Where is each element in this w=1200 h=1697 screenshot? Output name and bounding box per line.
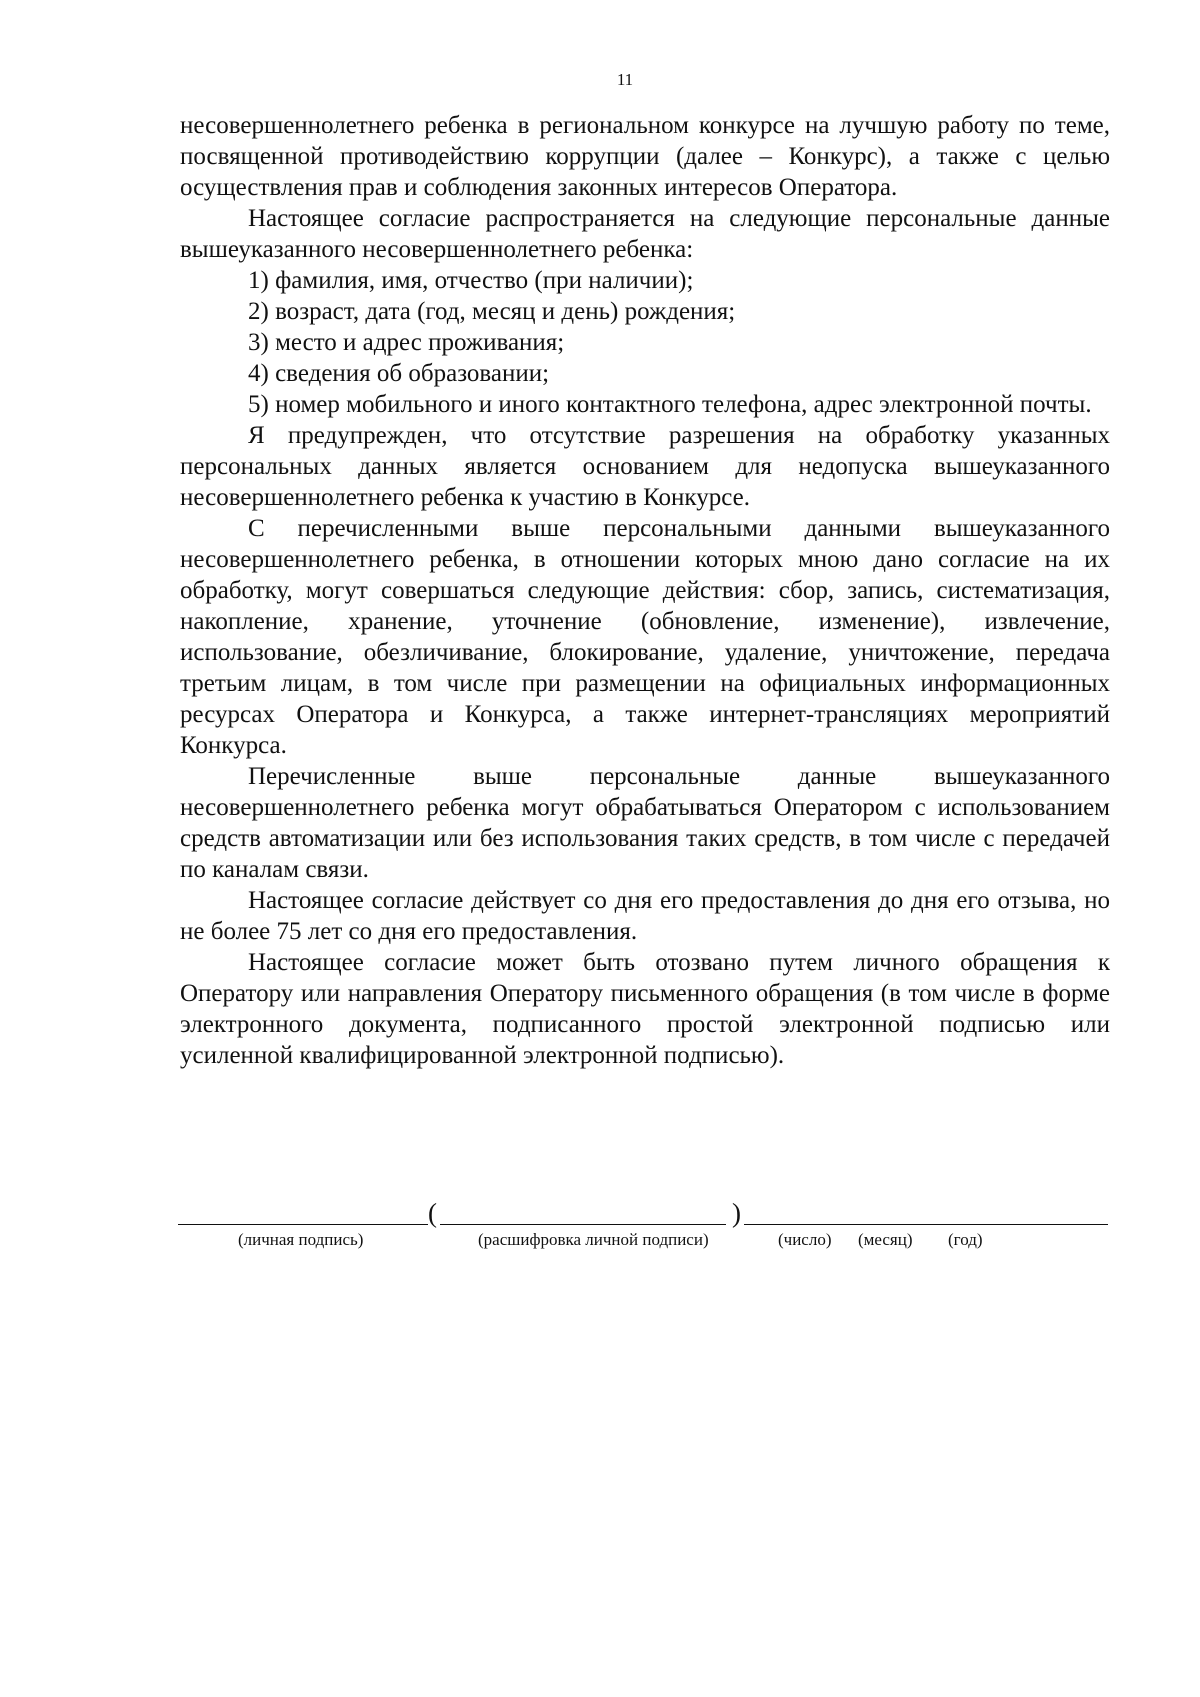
paragraph-actions: С перечисленными выше персональными данными вышеуказанного несовершеннолетнего ребенка, в отношении которых мною дано согласие на их обработку, могут совершаться следующие действия: сбор, запись, систематизация, накопление, хранение, уточнение (обновление, изменение), извлечение, использование, обезличивание, блокирование, удаление, уничтожение, передача третьим лицам, в том числе при размещении на официальных информационных ресурсах Оператора и Конкурса, а также интернет-трансляциях мероприятий Конкурса. — [180, 515, 1110, 759]
paragraph-scope: Настоящее согласие распространяется на следующие персональные данные вышеуказанного несовершеннолетнего ребенка: — [180, 205, 1110, 263]
decoding-line[interactable] — [440, 1224, 726, 1225]
consent-body — [180, 110, 1110, 1071]
signature-block — [178, 1188, 1108, 1258]
close-paren: ) — [732, 1198, 741, 1228]
list-item: 2) возраст, дата (год, месяц и день) рождения; — [248, 298, 736, 325]
list-item: 4) сведения об образовании; — [248, 360, 550, 387]
caption-month: (месяц) — [858, 1230, 913, 1249]
list-item: 3) место и адрес проживания; — [248, 329, 565, 356]
page-number: 11 — [616, 70, 634, 89]
open-paren: ( — [428, 1198, 437, 1228]
paragraph-processing: Перечисленные выше персональные данные вышеуказанного несовершеннолетнего ребенка могут обрабатываться Оператором с использованием средств автоматизации или без использования таких средств, в том числе с передачей по каналам связи. — [180, 763, 1110, 883]
list-item: 5) номер мобильного и иного контактного телефона, адрес электронной почты. — [248, 391, 1092, 418]
caption-decoding: (расшифровка личной подписи) — [478, 1230, 709, 1249]
caption-year: (год) — [948, 1230, 983, 1249]
date-line[interactable] — [744, 1224, 1108, 1225]
signature-line[interactable] — [178, 1224, 428, 1225]
list-item: 1) фамилия, имя, отчество (при наличии); — [248, 267, 694, 294]
paragraph-purpose: несовершеннолетнего ребенка в региональном конкурсе на лучшую работу по теме, посвященной противодействию коррупции (далее – Конкурс), а также с целью осуществления прав и соблюдения законных интересов Оператора. — [180, 112, 1110, 201]
caption-signature: (личная подпись) — [238, 1230, 364, 1249]
paragraph-revocation: Настоящее согласие может быть отозвано путем личного обращения к Оператору или направления Оператору письменного обращения (в том числе в форме электронного документа, подписанного простой электронной подписью или усиленной квалифицированной электронной подписью). — [180, 949, 1110, 1069]
caption-day: (число) — [778, 1230, 832, 1249]
paragraph-warning: Я предупрежден, что отсутствие разрешения на обработку указанных персональных данных является основанием для недопуска вышеуказанного несовершеннолетнего ребенка к участию в Конкурсе. — [180, 422, 1110, 511]
paragraph-validity: Настоящее согласие действует со дня его предоставления до дня его отзыва, но не более 75 лет со дня его предоставления. — [180, 887, 1110, 945]
